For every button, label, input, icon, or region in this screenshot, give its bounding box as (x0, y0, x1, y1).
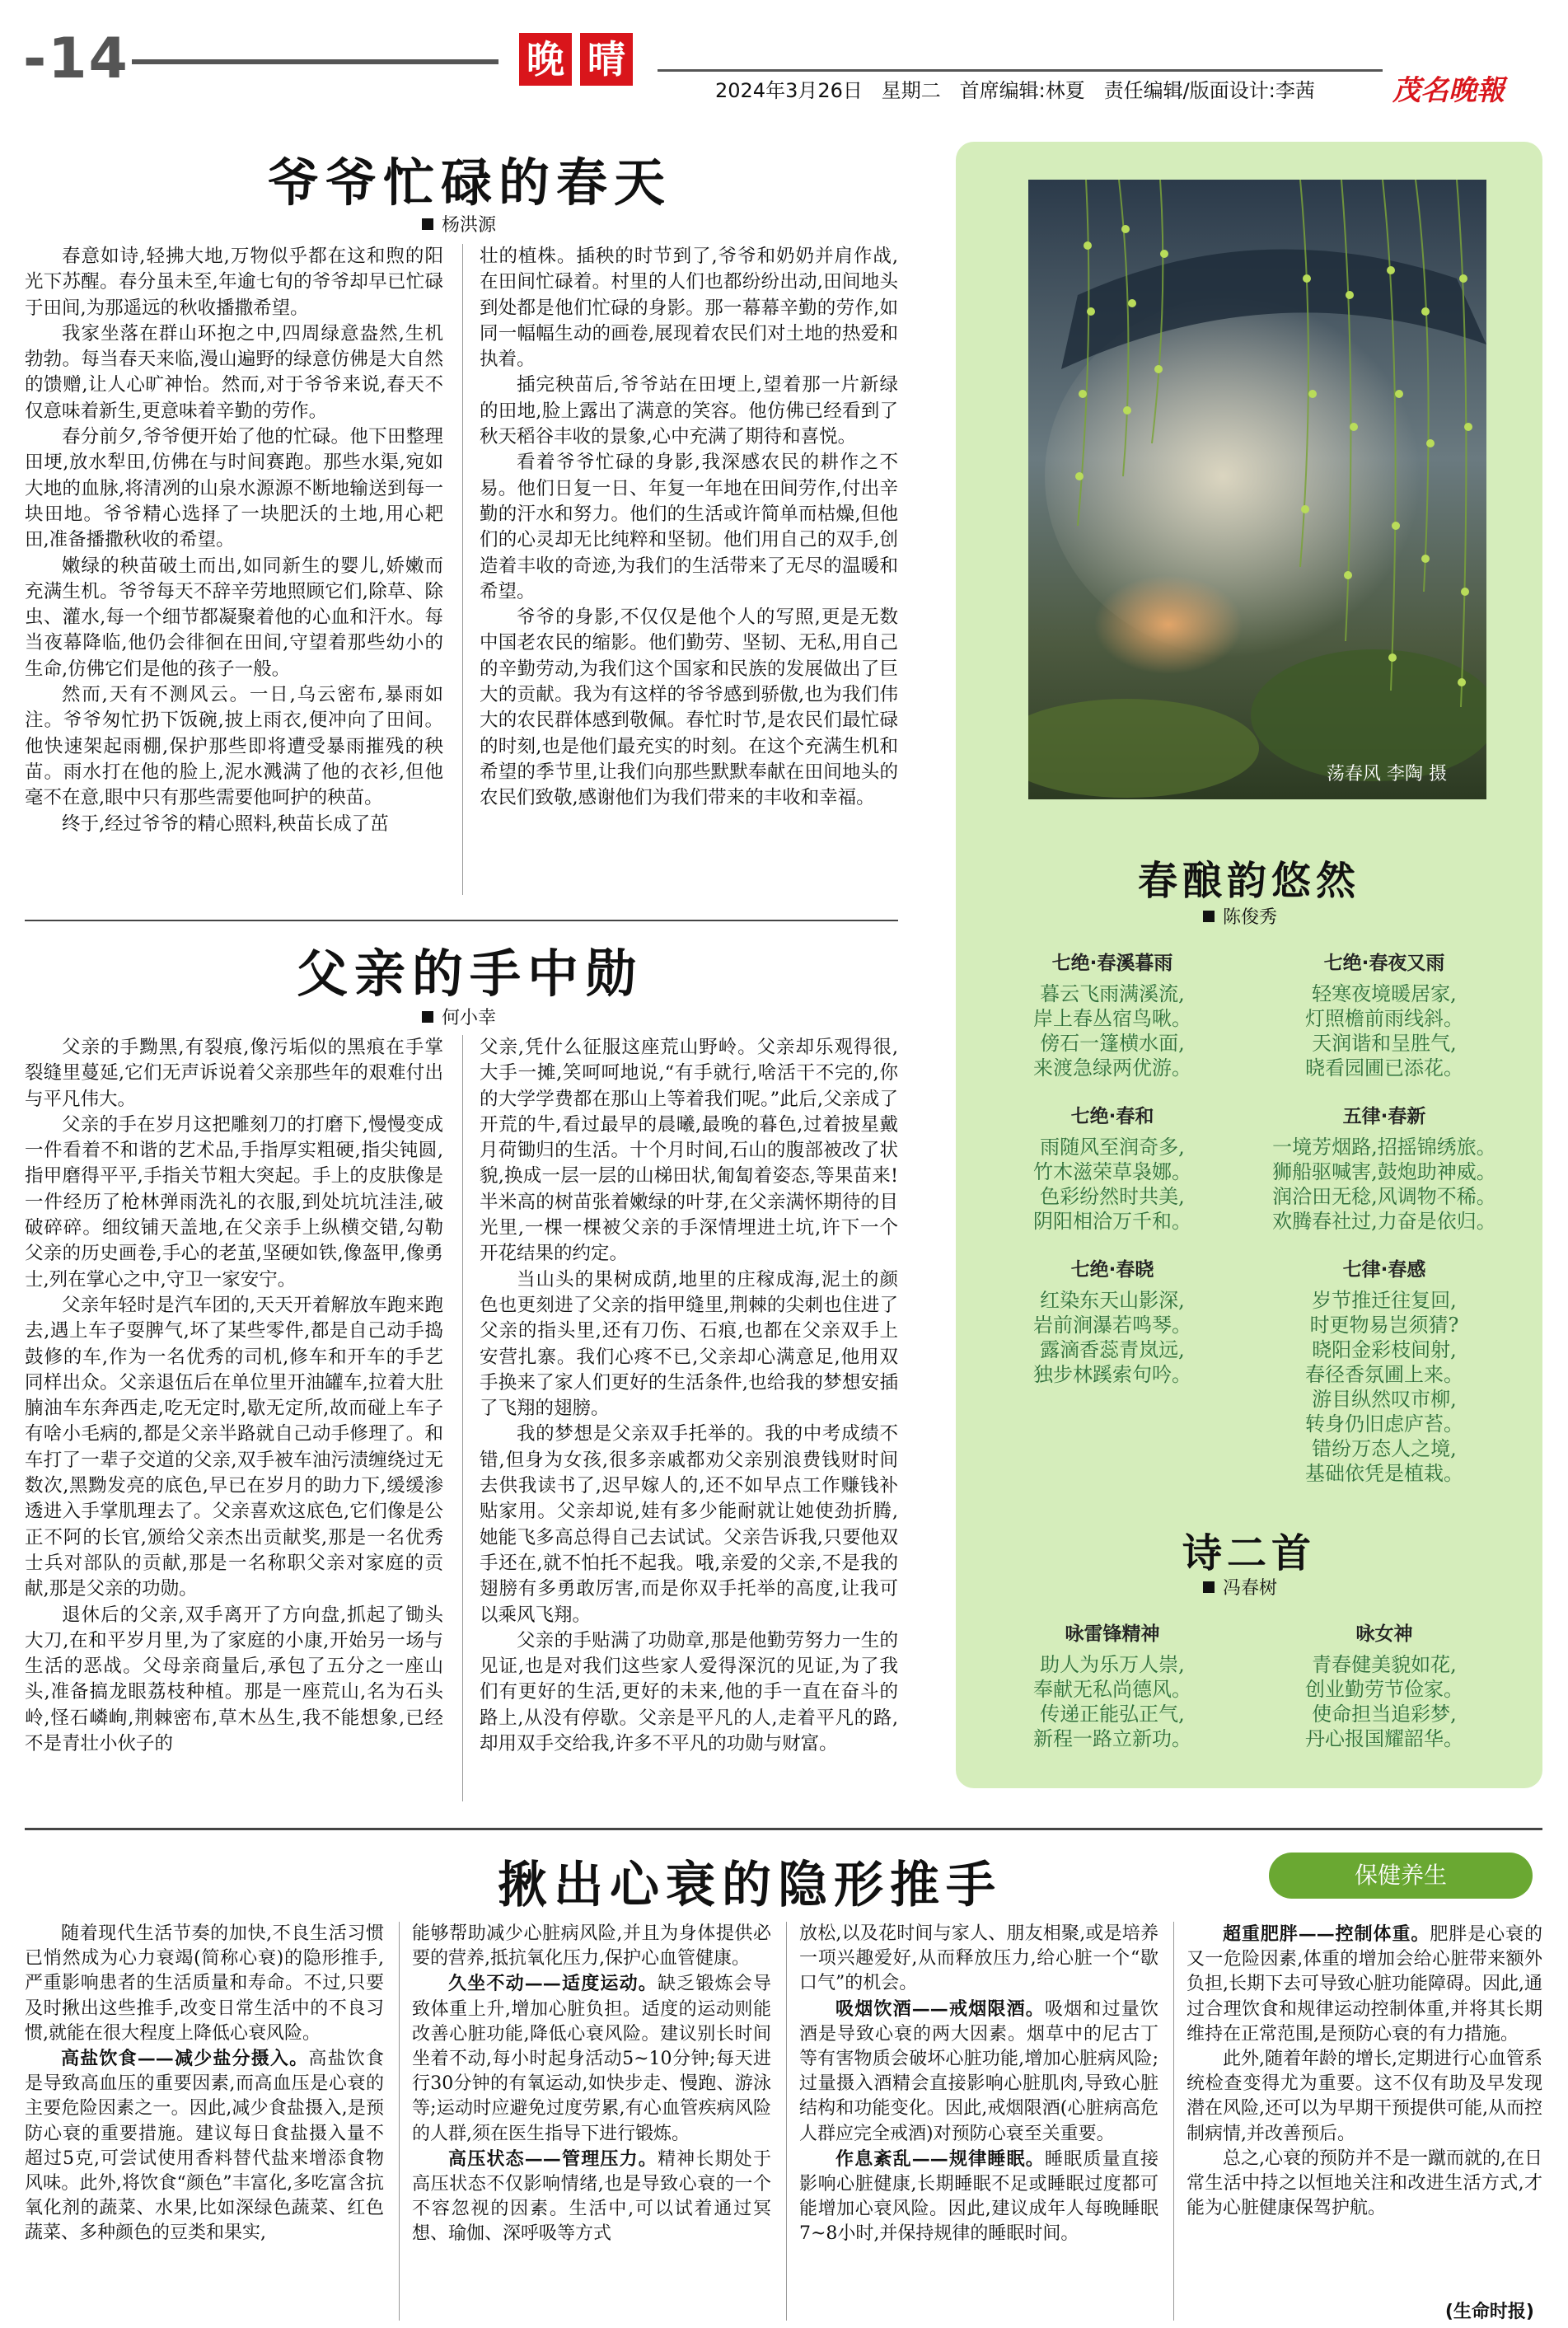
poem-line: 晓看园圃已添花。 (1305, 1056, 1463, 1080)
section-divider (25, 920, 898, 921)
column-divider (786, 1922, 787, 2321)
poem (1252, 948, 1516, 1080)
poem-line: 岸上春丛宿鸟啾。 (1033, 1007, 1191, 1030)
paragraph: 插完秧苗后,爷爷站在田埂上,望着那一片新绿的田地,脸上露出了满意的笑容。他仿佛已经看到了秋天稻谷丰收的景象,心中充满了期待和喜悦。 (480, 374, 898, 448)
poem-line: 丹心报国耀韶华。 (1305, 1727, 1463, 1750)
poem-line: 竹木滋荣草袅娜。 (1033, 1160, 1191, 1183)
header-responsible-editor: 责任编辑/版面设计:李茜 (1103, 79, 1315, 102)
header-rule (132, 59, 498, 64)
paragraph (799, 1997, 1158, 2147)
poem-line: 来渡急绿两优游。 (1033, 1056, 1191, 1080)
poems1-title: 春酿韵悠然 (1137, 858, 1360, 904)
paragraph: 壮的植株。插秧的时节到了,爷爷和奶奶并肩作战,在田间忙碌着。村里的人们也都纷纷出动,田间地头到处都是他们忙碌的身影。那一幕幕辛勤的劳作,如同一幅幅生动的画卷,展现着农民们对土地的热爱和执着。 (480, 246, 898, 371)
paragraph: 爷爷的身影,不仅仅是他个人的写照,更是无数中国老农民的缩影。他们勤劳、坚韧、无私,用自己的辛勤劳动,为我们这个国家和民族的发展做出了巨大的贡献。我为有这样的爷爷感到骄傲,也为我们伟大的农民群体感到敬佩。春忙时节,是农民们最忙碌的时刻,也是他们最充实的时刻。在这个充满生机和希望的季节里,让我们向那些默默奉献在田间地头的农民们致敬,感谢他们为我们带来的丰收和幸福。 (480, 607, 898, 809)
paragraph-text: 高盐饮食是导致高血压的重要因素,而高血压是心衰的主要危险因素之一。因此,减少食盐摄入,是预防心衰的重要措施。建议每日食盐摄入量不超过5克,可尝试使用香料替代盐来增添食物风味。此外,将饮食“颜色”丰富化,多吃富含抗氧化剂的蔬菜、水果,比如深绿色蔬菜、红色蔬菜、多种颜色的豆类和果实, (25, 2049, 384, 2244)
paragraph: 放松,以及花时间与家人、朋友相聚,或是培养一项兴趣爱好,从而释放压力,给心脏一个“歇口气”的机会。 (799, 1923, 1158, 1994)
column-divider (462, 1035, 463, 1801)
paragraph (412, 2147, 771, 2247)
article1-column-1 (25, 244, 443, 897)
paragraph (25, 2046, 384, 2246)
article2-byline (422, 1004, 496, 1029)
poem-line: 轻寒夜境暖居家, (1312, 982, 1457, 1005)
newspaper-logo: 茂名晚報 (1392, 74, 1505, 107)
paragraph: 总之,心衰的预防并不是一蹴而就的,在日常生活中持之以恒地关注和改进生活方式,才能为心脏健康保驾护航。 (1187, 2148, 1542, 2219)
poem-line: 雨随风至润奇多, (1040, 1136, 1185, 1159)
paragraph (1187, 1922, 1542, 2047)
poem-title: 咏女神 (1355, 1623, 1413, 1645)
article1-author: 杨洪源 (442, 215, 497, 236)
poem-line: 露滴香蕊青岚远, (1040, 1338, 1185, 1361)
poem-line: 独步林蹊索句吟。 (1033, 1363, 1191, 1386)
poems2-title: 诗二首 (1182, 1530, 1316, 1576)
section-divider (25, 1828, 1542, 1830)
paragraph: 然而,天有不测风云。一日,乌云密布,暴雨如注。爷爷匆忙扔下饭碗,披上雨衣,便冲向了田间。他快速架起雨棚,保护那些即将遭受暴雨摧残的秧苗。雨水打在他的脸上,泥水溅满了他的衣衫,但他毫不在意,眼中只有那些需要他呵护的秧苗。 (25, 684, 443, 809)
poem-line: 阴阳相洽万千和。 (1033, 1210, 1191, 1233)
paragraph-text: 肥胖是心衰的又一危险因素,体重的增加会给心脏带来额外负担,长期下去可导致心脏功能障碍。因此,通过合理饮食和规律运动控制体重,并将其长期维持在正常范围,是预防心衰的有力措施。 (1187, 1924, 1542, 2045)
paragraph-text: 缺乏锻炼会导致体重上升,增加心脏负担。适度的运动则能改善心脏功能,降低心衰风险。建议别长时间坐着不动,每小时起身活动5~10分钟;每天进行30分钟的有氧运动,如快步走、慢跑、游泳等;运动时应避免过度劳累,有心血管疾病风险的人群,须在医生指导下进行锻炼。 (412, 1974, 771, 2144)
poem-line: 暮云飞雨满溪流, (1040, 982, 1185, 1005)
article3-column-3 (799, 1922, 1158, 2321)
poem-line: 游目纵然叹市柳, (1312, 1388, 1457, 1411)
paragraph: 随着现代生活节奏的加快,不良生活习惯已悄然成为心力衰竭(简称心衰)的隐形推手,严重影响患者的生活质量和寿命。不过,只要及时揪出这些推手,改变日常生活中的不良习惯,就能在很大程度上降低心衰风险。 (25, 1923, 384, 2044)
article2-title: 父亲的手中勋 (296, 944, 643, 1004)
poem-line: 色彩纷然时共美, (1040, 1185, 1185, 1208)
poem (989, 948, 1236, 1080)
poem-line: 灯照檐前雨线斜。 (1305, 1007, 1463, 1030)
photo-caption: 荡春风 李陶 摄 (1327, 764, 1447, 785)
paragraph: 春分前夕,爷爷便开始了他的忙碌。他下田整理田埂,放水犁田,仿佛在与时间赛跑。那些水渠,宛如大地的血脉,将清冽的山泉水源源不断地输送到每一块田地。爷爷精心选择了一块肥沃的土地,用心耙田,准备播撒秋收的希望。 (25, 426, 443, 551)
poem-line: 傍石一篷横水面, (1040, 1032, 1185, 1055)
article1-column-2 (480, 244, 898, 897)
paragraph: 父亲的手黝黑,有裂痕,像污垢似的黑痕在手掌裂缝里蔓延,它们无声诉说着父亲那些年的艰难付出与平凡伟大。 (25, 1037, 443, 1110)
poem (1252, 1254, 1516, 1486)
poem (989, 1101, 1236, 1234)
paragraph: 父亲的手在岁月这把雕刻刀的打磨下,慢慢变成一件看着不和谐的艺术品,手指厚实粗硬,指尖钝圆,指甲磨得平平,手指关节粗大突起。手上的皮肤像是一件经历了枪林弹雨洗礼的衣服,到处坑坑洼洼,破破碎碎。细纹铺天盖地,在父亲手上纵横交错,勾勒父亲的历史画卷,手心的老茧,坚硬如铁,像盔甲,像勇士,列在掌心之中,守卫一家安宁。 (25, 1113, 443, 1290)
paragraph: 我家坐落在群山环抱之中,四周绿意盎然,生机勃勃。每当春天来临,漫山遍野的绿意仿佛是大自然的馈赠,让人心旷神怡。然而,对于爷爷来说,春天不仅意味着新生,更意味着辛勤的劳作。 (25, 322, 443, 422)
column-divider (1173, 1922, 1174, 2321)
poem-line: 晓阳金彩枝间射, (1312, 1338, 1457, 1361)
page-number: -14 (23, 26, 129, 91)
article1-byline (422, 211, 496, 237)
poems1-author: 陈俊秀 (1223, 907, 1278, 928)
poem-line: 使命担当追彩梦, (1312, 1703, 1457, 1726)
poem-title: 七绝·春溪暮雨 (1051, 953, 1173, 974)
poem-line: 欢腾春社过,力奋是依归。 (1272, 1210, 1496, 1233)
poem (989, 1618, 1236, 1751)
spring-photo (1028, 180, 1486, 799)
poem-line: 奉献无私尚德风。 (1033, 1678, 1191, 1701)
article3-column-2 (412, 1922, 771, 2321)
article2-author: 何小幸 (442, 1008, 497, 1028)
paragraph-lead: 高压状态——管理压力。 (448, 2148, 658, 2170)
paragraph (799, 2147, 1158, 2247)
poem (1252, 1618, 1516, 1751)
article3-column-1 (25, 1922, 384, 2321)
header-chief-editor: 首席编辑:林夏 (959, 79, 1085, 102)
poem-line: 红染东天山影深, (1040, 1289, 1185, 1312)
section-char-1: 晚 (519, 33, 572, 86)
paragraph-text: 睡眠质量直接影响心脏健康,长期睡眠不足或睡眠过度都可能增加心衰风险。因此,建议成年人每晚睡眠7~8小时,并保持规律的睡眠时间。 (799, 2148, 1158, 2245)
paragraph (412, 1971, 771, 2146)
poem-line: 传递正能弘正气, (1040, 1703, 1185, 1726)
header-rule-right (658, 69, 1383, 72)
paragraph: 退休后的父亲,双手离开了方向盘,抓起了锄头大刀,在和平岁月里,为了家庭的小康,开始另一场与生活的恶战。父母亲商量后,承包了五分之一座山头,准备搞龙眼荔枝种植。那是一座荒山,名为石头岭,怪石嶙峋,荆棘密布,草木丛生,我不能想象,已经不是青壮小伙子的 (25, 1604, 443, 1755)
poem (1252, 1101, 1516, 1234)
poem-line: 时更物易岂须猜? (1309, 1314, 1459, 1337)
paragraph: 父亲年轻时是汽车团的,天天开着解放车跑来跑去,遇上车子耍脾气,坏了某些零件,都是自己动手捣鼓修的车,作为一名优秀的司机,修车和开车的手艺同样出众。父亲退伍后在单位里开油罐车,拉着大肚腩油车东奔西走,吃无定时,歇无定所,故而碰上车子有啥小毛病的,都是父亲半路就自己动手修理了。和车打了一辈子交道的父亲,双手被车油污渍缠绕过无数次,黑黝发亮的底色,早已在岁月的助力下,缓缓渗透进入手掌肌理去了。父亲喜欢这底色,它们像是公正不阿的长官,颁给父亲杰出贡献奖,那是一名优秀士兵对部队的贡献,那是一名称职父亲对家庭的贡献,那是父亲的功勋。 (25, 1294, 443, 1600)
paragraph-lead: 高盐饮食——减少盐分摄入。 (61, 2048, 309, 2070)
paragraph: 我的梦想是父亲双手托举的。我的中考成绩不错,但身为女孩,很多亲戚都劝父亲别浪费钱财时间去供我读书了,迟早嫁人的,还不如早点工作赚钱补贴家用。父亲却说,娃有多少能耐就让她使劲折腾,她能飞多高总得自己去试试。父亲告诉我,只要他双手还在,就不怕托不起我。哦,亲爱的父亲,不是我的翅膀有多勇敢厉害,而是你双手托举的高度,让我可以乘风飞翔。 (480, 1423, 898, 1626)
poem-line: 转身仍旧虑庐苔。 (1305, 1412, 1463, 1436)
paragraph: 春意如诗,轻拂大地,万物似乎都在这和煦的阳光下苏醒。春分虽未至,年逾七旬的爷爷却早已忙碌于田间,为那遥远的秋收播撒希望。 (25, 246, 443, 319)
poem-title: 七绝·春和 (1070, 1106, 1154, 1127)
paragraph: 终于,经过爷爷的精心照料,秧苗长成了茁 (62, 813, 389, 835)
paragraph-text: 吸烟和过量饮酒是导致心衰的两大因素。烟草中的尼古丁等有害物质会破坏心脏功能,增加心脏病风险;过量摄入酒精会直接影响心脏肌肉,导致心脏结构和功能变化。因此,戒烟限酒(心脏病高危人群应完全戒酒)对预防心衰至关重要。 (799, 1998, 1158, 2144)
paragraph-text: 精神长期处于高压状态不仅影响情绪,也是导致心衰的一个不容忽视的因素。生活中,可以试着通过冥想、瑜伽、深呼吸等方式 (412, 2148, 771, 2245)
poems2-author: 冯春树 (1223, 1578, 1278, 1599)
article3-title: 揪出心衰的隐形推手 (498, 1857, 1002, 1914)
poem-line: 狮船驱喊害,鼓炮助神威。 (1272, 1160, 1496, 1183)
poem-line: 岩前涧瀑若鸣琴。 (1033, 1314, 1191, 1337)
section-char-2: 晴 (580, 33, 633, 86)
byline-square-icon (422, 1011, 433, 1023)
poem-title: 七绝·春晓 (1070, 1259, 1154, 1281)
poem-line: 润洽田无稔,风调物不稀。 (1272, 1185, 1496, 1208)
poem-line: 基础依凭是植栽。 (1305, 1462, 1463, 1485)
section-tag: 保健养生 (1269, 1853, 1533, 1899)
poem-line: 一境芳烟路,招摇锦绣旅。 (1272, 1136, 1496, 1159)
paragraph: 嫩绿的秧苗破土而出,如同新生的婴儿,娇嫩而充满生机。爷爷每天不辞辛劳地照顾它们,除草、除虫、灌水,每一个细节都凝聚着他的心血和汗水。每当夜幕降临,他仍会徘徊在田间,守望着那些幼小的生命,仿佛它们是他的孩子一般。 (25, 555, 443, 680)
article1-title: 爷爷忙碌的春天 (267, 152, 672, 213)
poem-title: 七律·春感 (1342, 1259, 1426, 1281)
paragraph: 看着爷爷忙碌的身影,我深感农民的耕作之不易。他们日复一日、年复一年地在田间劳作,付出辛勤的汗水和努力。他们的生活或许简单而枯燥,但他们的心灵却无比纯粹和坚韧。他们用自己的双手,创造着丰收的奇迹,为我们的生活带来了无尽的温暖和希望。 (480, 452, 898, 602)
article3-source: (生命时报) (1444, 2302, 1534, 2322)
header-info (715, 74, 1315, 103)
byline-square-icon (1203, 911, 1215, 922)
paragraph: 父亲的手贴满了功勋章,那是他勤劳努力一生的见证,也是对我们这些家人爱得深沉的见证,为了我们有更好的生活,更好的未来,他的手一直在奋斗的路上,从没有停歇。父亲是平凡的人,走着平凡的路,却用双手交给我,许多不平凡的功勋与财富。 (480, 1629, 898, 1755)
poem-line: 天润谐和呈胜气, (1312, 1032, 1457, 1055)
poem-title: 五律·春新 (1342, 1106, 1426, 1127)
poem-line: 新程一路立新功。 (1033, 1727, 1191, 1750)
paragraph-lead: 作息紊乱——规律睡眠。 (835, 2148, 1045, 2170)
header-date: 2024年3月26日 (715, 79, 863, 102)
paragraph: 父亲,凭什么征服这座荒山野岭。父亲却乐观得很,大手一摊,笑呵呵地说,“有手就行,啥活干不完的,你的大学学费都在那山上等着我们呢。”此后,父亲成了开荒的牛,看过最早的晨曦,最晚的暮色,过着披星戴月荷锄归的生活。十个月时间,石山的腹部被改了状貌,换成一层一层的山梯田状,匍匐着姿态,等果苗来!半米高的树苗张着嫩绿的叶芽,在父亲满怀期待的目光里,一棵一棵被父亲的手深情埋进土坑,许下一个开花结果的约定。 (480, 1037, 898, 1265)
paragraph-lead: 超重肥胖——控制体重。 (1223, 1923, 1430, 1945)
poem-line: 错纷万态人之境, (1312, 1437, 1457, 1460)
paragraph: 当山头的果树成荫,地里的庄稼成海,泥土的颜色也更刻进了父亲的指甲缝里,荆棘的尖刺也住进了父亲的指头里,还有刀伤、石痕,也都在父亲双手上安营扎寨。我们心疼不已,父亲却心满意足,他用双手换来了家人们更好的生活条件,也给我的梦想安插了飞翔的翅膀。 (480, 1268, 898, 1420)
poems2-byline (1203, 1574, 1277, 1600)
poem-line: 春径香氛圃上来。 (1305, 1363, 1463, 1386)
paragraph: 此外,随着年龄的增长,定期进行心血管系统检查变得尤为重要。这不仅有助及早发现潜在风险,还可以为早期干预提供可能,从而控制病情,并改善预后。 (1187, 2049, 1542, 2144)
column-divider (399, 1922, 400, 2321)
paragraph-lead: 久坐不动——适度运动。 (448, 1973, 658, 1995)
poem-line: 助人为乐万人崇, (1040, 1653, 1185, 1676)
poem-line: 创业勤劳节俭家。 (1305, 1678, 1463, 1701)
poem (989, 1254, 1236, 1387)
poem-title: 咏雷锋精神 (1065, 1623, 1160, 1645)
article3-column-4 (1187, 1922, 1542, 2294)
willow-photo-image (1028, 180, 1486, 799)
article2-column-1 (25, 1035, 443, 1803)
byline-square-icon (422, 218, 433, 230)
poem-title: 七绝·春夜又雨 (1323, 953, 1445, 974)
paragraph-lead: 吸烟饮酒——戒烟限酒。 (835, 1998, 1045, 2020)
poem-line: 青春健美貌如花, (1312, 1653, 1457, 1676)
paragraph: 能够帮助减少心脏病风险,并且为身体提供必要的营养,抵抗氧化压力,保护心血管健康。 (412, 1923, 771, 1970)
poems1-byline (1203, 903, 1277, 929)
column-divider (462, 244, 463, 895)
byline-square-icon (1203, 1581, 1215, 1593)
article2-column-2 (480, 1035, 898, 1803)
poem-line: 岁节推迁往复回, (1312, 1289, 1457, 1312)
header-weekday: 星期二 (881, 79, 941, 102)
